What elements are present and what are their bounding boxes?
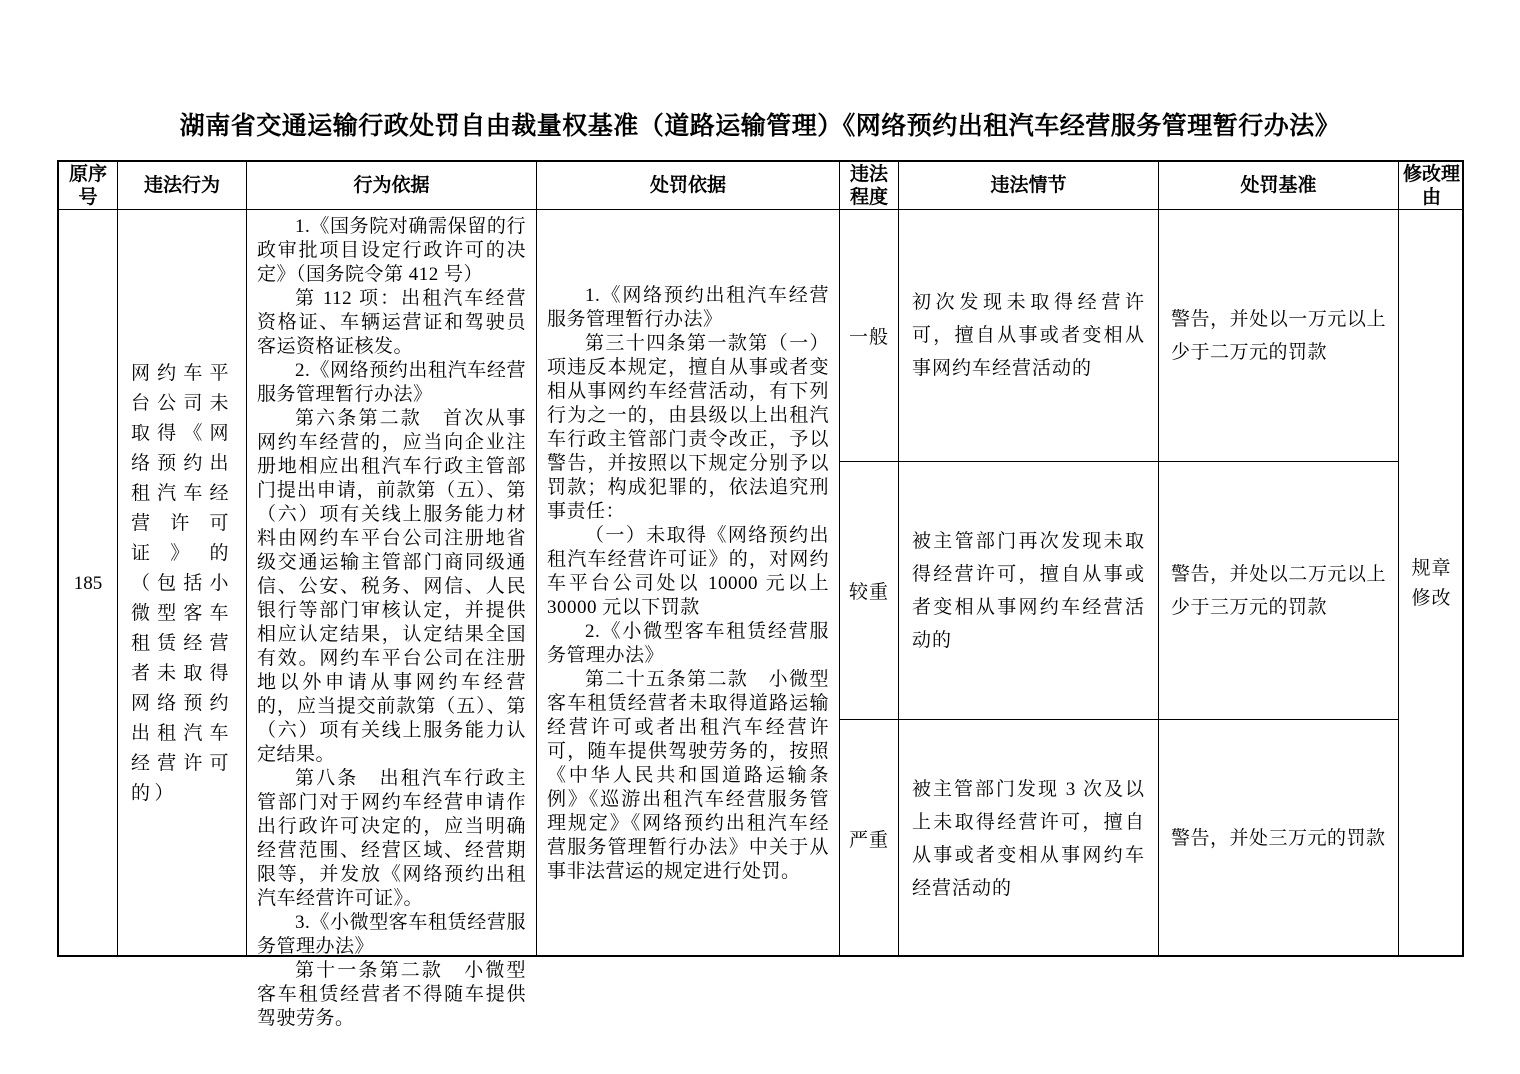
- header-violation-circumstance: 违法情节: [899, 162, 1159, 210]
- behavior-basis-paragraph: 1.《国务院对确需保留的行政审批项目设定行政许可的决定》（国务院令第 412 号）: [257, 216, 526, 285]
- header-behavior-basis: 行为依据: [247, 162, 537, 210]
- cell-violation-behavior: [118, 210, 247, 957]
- behavior-basis-paragraph: 3.《小微型客车租赁经营服务管理办法》: [257, 912, 526, 957]
- cell-serial-number: 185: [59, 210, 118, 957]
- modify-reason-text: 规章修改: [1411, 557, 1452, 609]
- benchmark-text: 警告，并处三万元的罚款: [1171, 828, 1386, 849]
- cell-benchmark-severe: [1159, 720, 1399, 957]
- penalty-basis-paragraph: （一）未取得《网络预约出租汽车经营许可证》的，对网约车平台公司处以 10000 元以上 30000 元以下罚款: [547, 524, 829, 618]
- violation-behavior-text: 网约车平台公司未取得《网络预约出租汽车经营许可证》的（包括小微型客车租赁经营者未取得网络预约出租汽车经营许可的）: [131, 362, 233, 804]
- header-modify-reason: 修改理由: [1399, 162, 1464, 210]
- benchmark-text: 警告，并处以二万元以上少于三万元的罚款: [1171, 563, 1386, 618]
- penalty-basis-paragraph: 第三十四条第一款第（一）项违反本规定，擅自从事或者变相从事网约车经营活动，有下列行为之一的，由县级以上出租汽车行政主管部门责令改正，予以警告，并按照以下规定分别予以罚款；构成犯罪的，依法追究刑事责任：: [547, 332, 829, 522]
- penalty-basis-paragraph: 2.《小微型客车租赁经营服务管理办法》: [547, 620, 829, 666]
- circumstance-text: 初次发现未取得经营许可，擅自从事或者变相从事网约车经营活动的: [912, 292, 1145, 379]
- benchmark-text: 警告，并处以一万元以上少于二万元的罚款: [1171, 308, 1386, 363]
- document-title: 湖南省交通运输行政处罚自由裁量权基准（道路运输管理）《网络预约出租汽车经营服务管理暂行办法》: [179, 113, 1341, 140]
- circumstance-text: 被主管部门发现 3 次及以上未取得经营许可，擅自从事或者变相从事网约车经营活动的: [912, 778, 1145, 899]
- cell-circumstance-heavier: [899, 462, 1159, 720]
- cell-modify-reason: [1399, 210, 1464, 957]
- cell-benchmark-heavier: [1159, 462, 1399, 720]
- cell-behavior-basis: [247, 210, 537, 1029]
- header-penalty-benchmark: 处罚基准: [1159, 162, 1399, 210]
- cell-penalty-basis: [537, 210, 840, 957]
- header-violation-degree: 违法程度: [840, 162, 899, 210]
- behavior-basis-paragraph: 第十一条第二款 小微型客车租赁经营者不得随车提供驾驶劳务。: [257, 960, 526, 1029]
- behavior-basis-paragraph: 2.《网络预约出租汽车经营服务管理暂行办法》: [257, 360, 526, 405]
- cell-benchmark-general: [1159, 210, 1399, 462]
- cell-circumstance-general: [899, 210, 1159, 462]
- cell-circumstance-severe: [899, 720, 1159, 957]
- cell-degree-severe: 严重: [840, 720, 899, 957]
- header-original-serial: 原序号: [59, 162, 118, 210]
- cell-degree-general: 一般: [840, 210, 899, 462]
- header-violation-behavior: 违法行为: [118, 162, 247, 210]
- penalty-table: [57, 160, 1464, 1029]
- circumstance-text: 被主管部门再次发现未取得经营许可，擅自从事或者变相从事网约车经营活动的: [912, 530, 1145, 651]
- behavior-basis-paragraph: 第 112 项：出租汽车经营资格证、车辆运营证和驾驶员客运资格证核发。: [257, 288, 526, 357]
- penalty-basis-paragraph: 第二十五条第二款 小微型客车租赁经营者未取得道路运输经营许可或者出租汽车经营许可，随车提供驾驶劳务的，按照《中华人民共和国道路运输条例》《巡游出租汽车经营服务管理规定》《网络预约出租汽车经营服务管理暂行办法》中关于从事非法营运的规定进行处罚。: [547, 668, 829, 882]
- cell-degree-heavier: 较重: [840, 462, 899, 720]
- behavior-basis-paragraph: 第八条 出租汽车行政主管部门对于网约车经营申请作出行政许可决定的，应当明确经营范围、经营区域、经营期限等，并发放《网络预约出租汽车经营许可证》。: [257, 768, 526, 909]
- penalty-basis-paragraph: 1.《网络预约出租汽车经营服务管理暂行办法》: [547, 284, 829, 330]
- behavior-basis-paragraph: 第六条第二款 首次从事网约车经营的，应当向企业注册地相应出租汽车行政主管部门提出申请，前款第（五）、第（六）项有关线上服务能力材料由网约车平台公司注册地省级交通运输主管部门商同级通信、公安、税务、网信、人民银行等部门审核认定，并提供相应认定结果，认定结果全国有效。网约车平台公司在注册地以外申请从事网约车经营的，应当提交前款第（五）、第（六）项有关线上服务能力认定结果。: [257, 408, 526, 765]
- header-penalty-basis: 处罚依据: [537, 162, 840, 210]
